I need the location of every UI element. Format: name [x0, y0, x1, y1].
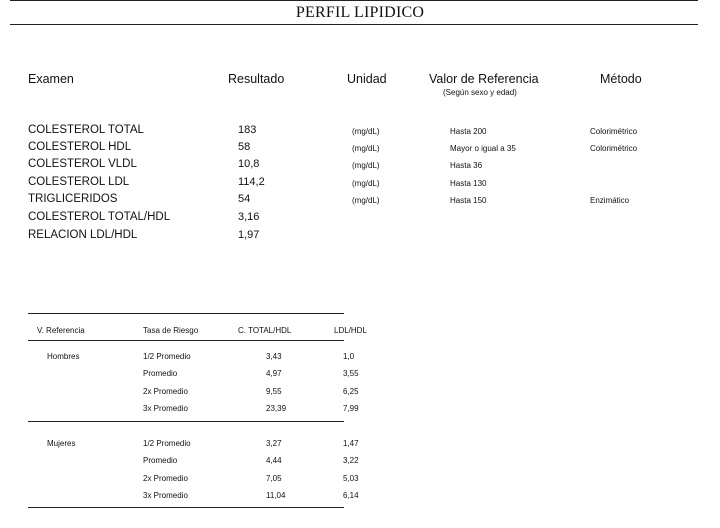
risk-tasa: 3x Promedio [143, 491, 188, 500]
risk-table-top-rule [28, 313, 344, 314]
risk-ctotal: 7,05 [266, 474, 282, 483]
risk-ldl: 1,47 [343, 439, 359, 448]
exam-unit: (mg/dL) [352, 144, 380, 153]
risk-tasa: Promedio [143, 456, 178, 465]
exam-reference: Mayor o igual a 35 [450, 144, 516, 153]
risk-tasa: 1/2 Promedio [143, 352, 191, 361]
exam-result: 58 [238, 141, 251, 153]
risk-ldl: 7,99 [343, 404, 359, 413]
header-metodo: Método [600, 72, 642, 86]
exam-name: TRIGLICERIDOS [28, 193, 118, 205]
exam-reference: Hasta 36 [450, 161, 483, 170]
risk-table-group-rule [28, 421, 344, 422]
result-row [0, 158, 720, 174]
exam-unit: (mg/dL) [352, 196, 380, 205]
risk-group-mujeres: Mujeres [47, 439, 76, 448]
risk-header-ldl-hdl: LDL/HDL [334, 326, 367, 335]
exam-unit: (mg/dL) [352, 127, 380, 136]
result-row [0, 124, 720, 140]
title-top-rule [10, 0, 698, 1]
exam-method: Colorimétrico [590, 127, 638, 136]
risk-group-hombres: Hombres [47, 352, 80, 361]
result-row [0, 176, 720, 192]
risk-ctotal: 11,04 [266, 491, 286, 500]
exam-method: Enzimático [590, 196, 630, 205]
risk-ldl: 6,25 [343, 387, 359, 396]
risk-ctotal: 4,97 [266, 369, 282, 378]
exam-result: 1,97 [238, 229, 260, 241]
risk-tasa: 2x Promedio [143, 474, 188, 483]
exam-result: 54 [238, 193, 251, 205]
exam-result: 3,16 [238, 211, 260, 223]
header-unidad: Unidad [347, 72, 387, 86]
risk-tasa: 3x Promedio [143, 404, 188, 413]
header-resultado: Resultado [228, 72, 285, 86]
result-row [0, 193, 720, 209]
page-title: PERFIL LIPIDICO [295, 4, 425, 21]
exam-unit: (mg/dL) [352, 161, 380, 170]
exam-reference: Hasta 200 [450, 127, 487, 136]
exam-name: COLESTEROL LDL [28, 176, 130, 188]
risk-ldl: 3,22 [343, 456, 359, 465]
risk-header-tasa: Tasa de Riesgo [143, 326, 199, 335]
exam-name: COLESTEROL VLDL [28, 158, 137, 170]
header-valor-referencia: Valor de Referencia [429, 72, 539, 86]
result-row [0, 229, 720, 245]
risk-table-header-rule [28, 340, 344, 341]
risk-header-c-total-hdl: C. TOTAL/HDL [238, 326, 292, 335]
risk-ctotal: 9,55 [266, 387, 282, 396]
risk-ldl: 6,14 [343, 491, 359, 500]
result-row [0, 211, 720, 227]
risk-header-v-referencia: V. Referencia [37, 326, 85, 335]
risk-ctotal: 3,43 [266, 352, 282, 361]
risk-ctotal: 23,39 [266, 404, 287, 413]
risk-ctotal: 4,44 [266, 456, 282, 465]
exam-result: 114,2 [238, 176, 265, 188]
exam-name: COLESTEROL HDL [28, 141, 132, 153]
risk-table-bottom-rule [28, 507, 344, 508]
exam-reference: Hasta 130 [450, 179, 487, 188]
exam-result: 183 [238, 124, 257, 136]
risk-ldl: 3,55 [343, 369, 359, 378]
exam-name: COLESTEROL TOTAL [28, 124, 144, 136]
risk-ctotal: 3,27 [266, 439, 282, 448]
exam-name: RELACION LDL/HDL [28, 229, 138, 241]
risk-ldl: 5,03 [343, 474, 359, 483]
risk-tasa: 2x Promedio [143, 387, 188, 396]
result-row [0, 141, 720, 157]
exam-reference: Hasta 150 [450, 196, 487, 205]
risk-tasa: Promedio [143, 369, 178, 378]
risk-tasa: 1/2 Promedio [143, 439, 191, 448]
header-valor-referencia-sub: (Según sexo y edad) [443, 88, 517, 97]
exam-method: Colorimétrico [590, 144, 638, 153]
risk-ldl: 1,0 [343, 352, 355, 361]
exam-unit: (mg/dL) [352, 179, 380, 188]
title-bottom-rule [10, 24, 698, 25]
exam-result: 10,8 [238, 158, 260, 170]
exam-name: COLESTEROL TOTAL/HDL [28, 211, 171, 223]
header-examen: Examen [28, 72, 74, 86]
